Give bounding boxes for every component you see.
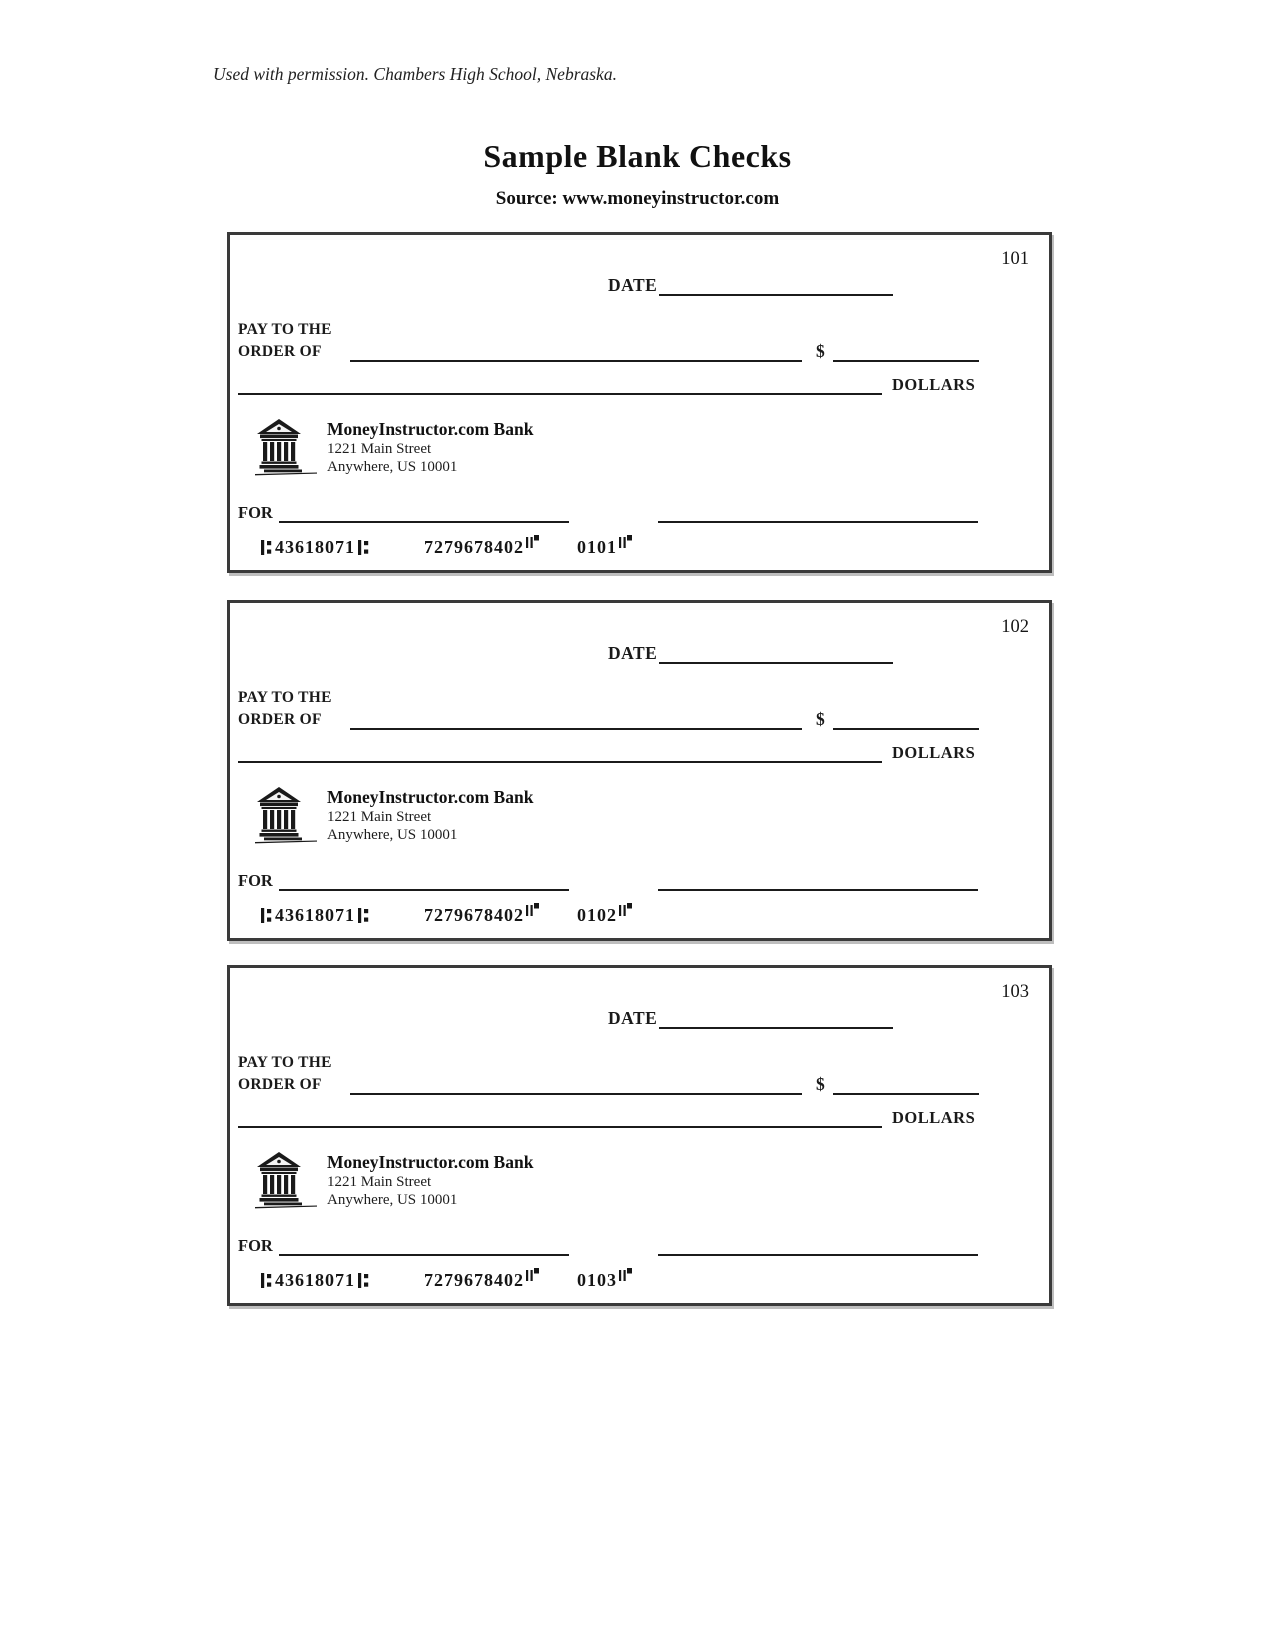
signature-blank-line <box>658 517 978 523</box>
micr-routing-number: 43618071 <box>275 905 355 925</box>
bank-name: MoneyInstructor.com Bank <box>327 419 534 439</box>
for-label: FOR <box>238 871 273 890</box>
micr-on-us-symbol <box>526 535 539 548</box>
blank-check-103 <box>227 965 1052 1306</box>
micr-line <box>258 1268 634 1291</box>
pay-to-the-order-of-label <box>238 1052 346 1095</box>
payee-row <box>238 687 1049 730</box>
payee-blank-line <box>350 356 802 362</box>
bank-address-city: Anywhere, US 10001 <box>327 459 458 476</box>
date-label: DATE <box>608 275 658 295</box>
order-of-label: ORDER OF <box>238 710 322 728</box>
amount-words-row <box>238 1106 1049 1128</box>
micr-account-number: 7279678402 <box>424 1270 524 1290</box>
bank-building-icon <box>254 417 318 477</box>
pay-to-the-label: PAY TO THE <box>238 321 332 338</box>
dollar-sign-label: $ <box>816 341 825 362</box>
amount-words-row <box>238 373 1049 395</box>
check-number: 102 <box>1001 617 1029 637</box>
blank-check-102 <box>227 600 1052 941</box>
payee-row <box>238 1052 1049 1095</box>
bank-block <box>254 417 533 477</box>
micr-transit-symbol <box>358 907 369 924</box>
bank-address-street: 1221 Main Street <box>327 441 432 457</box>
micr-on-us-symbol <box>619 1268 632 1281</box>
check-number: 103 <box>1001 982 1029 1002</box>
amount-blank-line <box>833 1089 979 1095</box>
micr-on-us-symbol <box>619 535 632 548</box>
micr-on-us-symbol <box>526 903 539 916</box>
bank-block <box>254 1150 533 1210</box>
signature-blank-line <box>658 885 978 891</box>
bank-name: MoneyInstructor.com Bank <box>327 1152 534 1172</box>
amount-words-row <box>238 741 1049 763</box>
date-row <box>608 275 893 296</box>
blank-check-101 <box>227 232 1052 573</box>
dollar-sign-label: $ <box>816 1074 825 1095</box>
pay-to-the-order-of-label <box>238 319 346 362</box>
pay-to-the-label: PAY TO THE <box>238 1054 332 1071</box>
payee-blank-line <box>350 1089 802 1095</box>
signature-blank-line <box>658 1250 978 1256</box>
micr-transit-symbol <box>261 907 272 924</box>
micr-account-number: 7279678402 <box>424 537 524 557</box>
bank-address-street: 1221 Main Street <box>327 1174 432 1190</box>
micr-routing-number: 43618071 <box>275 1270 355 1290</box>
permission-note: Used with permission. Chambers High School, Nebraska. <box>213 64 617 84</box>
date-blank-line <box>659 658 893 664</box>
amount-words-blank-line <box>238 741 882 763</box>
date-label: DATE <box>608 1008 658 1028</box>
memo-blank-line <box>279 885 569 891</box>
page-title: Sample Blank Checks <box>483 138 792 174</box>
micr-line <box>258 903 634 926</box>
dollars-label: DOLLARS <box>892 1108 976 1127</box>
bank-text <box>327 419 533 477</box>
dollars-label: DOLLARS <box>892 743 976 762</box>
pay-to-the-order-of-label <box>238 687 346 730</box>
amount-words-blank-line <box>238 1106 882 1128</box>
memo-signature-row <box>238 871 978 891</box>
for-label: FOR <box>238 1236 273 1255</box>
order-of-label: ORDER OF <box>238 1075 322 1093</box>
micr-transit-symbol <box>261 1272 272 1289</box>
bank-building-icon <box>254 1150 318 1210</box>
micr-check-number: 0101 <box>577 537 617 557</box>
micr-on-us-symbol <box>619 903 632 916</box>
date-blank-line <box>659 1023 893 1029</box>
memo-signature-row <box>238 1236 978 1256</box>
micr-transit-symbol <box>358 1272 369 1289</box>
pay-to-the-label: PAY TO THE <box>238 689 332 706</box>
payee-row <box>238 319 1049 362</box>
payee-blank-line <box>350 724 802 730</box>
micr-transit-symbol <box>358 539 369 556</box>
bank-text <box>327 1152 533 1210</box>
date-blank-line <box>659 290 893 296</box>
micr-check-number: 0102 <box>577 905 617 925</box>
bank-address-city: Anywhere, US 10001 <box>327 827 458 844</box>
amount-blank-line <box>833 724 979 730</box>
micr-account-number: 7279678402 <box>424 905 524 925</box>
dollar-sign-label: $ <box>816 709 825 730</box>
date-row <box>608 643 893 664</box>
amount-words-blank-line <box>238 373 882 395</box>
micr-on-us-symbol <box>526 1268 539 1281</box>
order-of-label: ORDER OF <box>238 342 322 360</box>
date-row <box>608 1008 893 1029</box>
micr-routing-number: 43618071 <box>275 537 355 557</box>
check-number: 101 <box>1001 249 1029 269</box>
dollars-label: DOLLARS <box>892 375 976 394</box>
amount-blank-line <box>833 356 979 362</box>
bank-address-city: Anywhere, US 10001 <box>327 1192 458 1209</box>
memo-blank-line <box>279 517 569 523</box>
micr-line <box>258 535 634 558</box>
bank-address-street: 1221 Main Street <box>327 809 432 825</box>
memo-blank-line <box>279 1250 569 1256</box>
micr-transit-symbol <box>261 539 272 556</box>
bank-name: MoneyInstructor.com Bank <box>327 787 534 807</box>
source-line: Source: www.moneyinstructor.com <box>495 188 780 209</box>
bank-text <box>327 787 533 845</box>
date-label: DATE <box>608 643 658 663</box>
bank-block <box>254 785 533 845</box>
micr-check-number: 0103 <box>577 1270 617 1290</box>
for-label: FOR <box>238 503 273 522</box>
memo-signature-row <box>238 503 978 523</box>
bank-building-icon <box>254 785 318 845</box>
